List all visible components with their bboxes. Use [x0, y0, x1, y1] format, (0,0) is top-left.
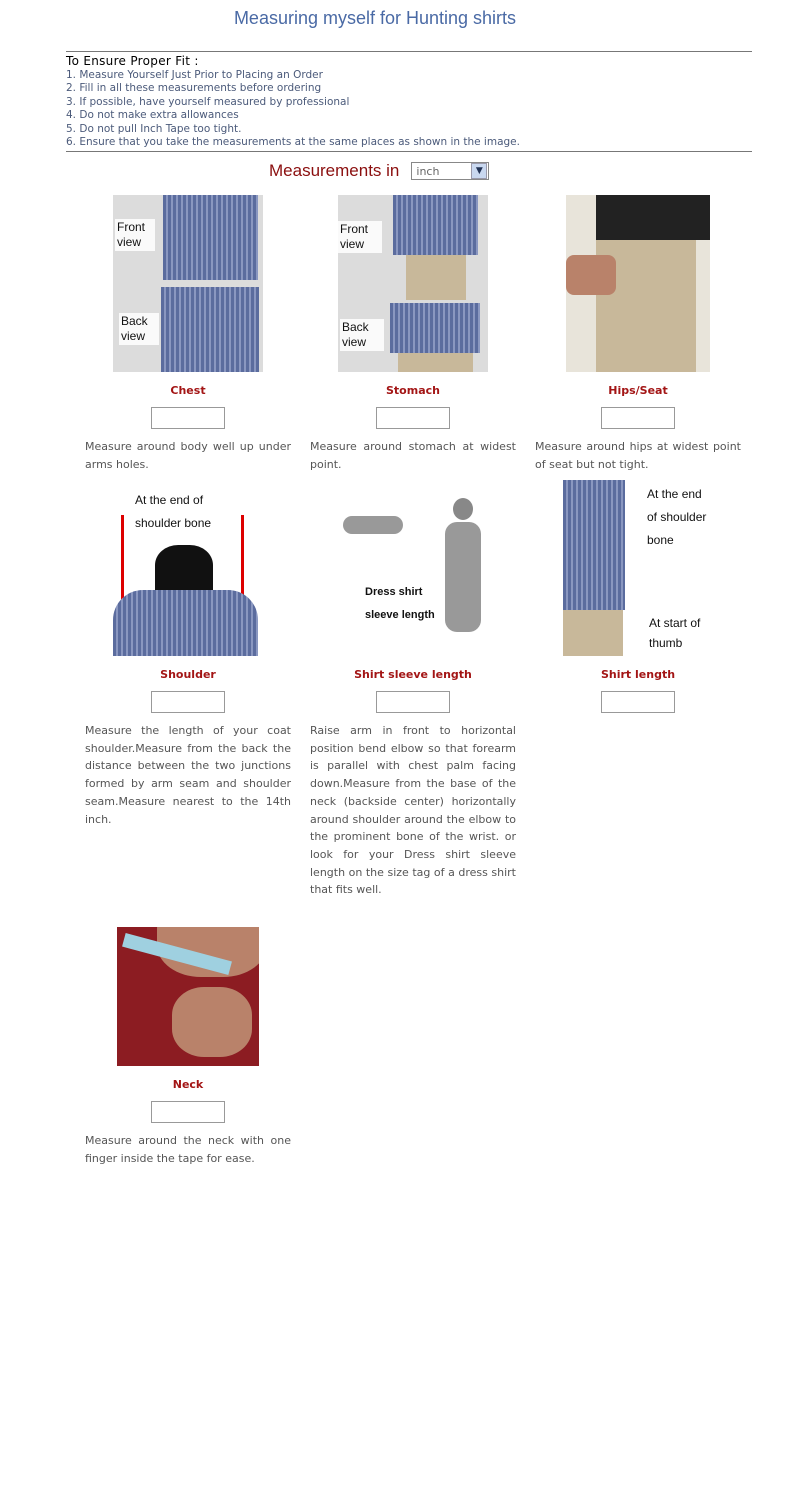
hips-description: Measure around hips at widest point of seat but not tight. [535, 440, 741, 471]
units-select[interactable] [411, 162, 489, 180]
neck-description: Measure around the neck with one finger inside the tape for ease. [85, 1134, 291, 1165]
sleeve-input[interactable] [376, 691, 450, 713]
fit-heading: To Ensure Proper Fit : [66, 54, 199, 68]
chest-description: Measure around body well up under arms holes. [85, 440, 291, 471]
neck-label: Neck [172, 1078, 204, 1091]
stomach-description: Measure around stomach at widest point. [310, 440, 516, 471]
page-title: Measuring myself for Hunting shirts [233, 8, 517, 28]
measurement-shoulder [85, 480, 291, 828]
fit-instructions [66, 54, 756, 149]
fit-item: 4. Do not make extra allowances [66, 109, 239, 122]
hips-label: Hips/Seat [608, 384, 668, 397]
shirt-length-label: Shirt length [600, 668, 676, 681]
chevron-down-icon: ▼ [471, 163, 487, 179]
measurement-shirt-length [535, 480, 741, 713]
neck-input[interactable] [151, 1101, 225, 1123]
stomach-image: Front view Back view [338, 195, 488, 372]
fit-item: 2. Fill in all these measurements before ordering [66, 82, 322, 95]
measurement-chest [85, 195, 291, 473]
units-row [269, 161, 489, 181]
shoulder-image: At the end of shoulder bone [113, 480, 263, 656]
shoulder-label: Shoulder [160, 668, 216, 681]
fit-item: 3. If possible, have yourself measured by professional [66, 95, 350, 108]
stomach-label: Stomach [386, 384, 440, 397]
measurement-shirt-sleeve-length [310, 480, 516, 899]
chest-image: Front view Back view [113, 195, 263, 372]
hips-image [566, 195, 710, 372]
fit-item: 6. Ensure that you take the measurements at the same places as shown in the image. [66, 136, 520, 149]
divider [66, 151, 752, 152]
sleeve-description: Raise arm in front to horizontal position bend elbow so that forearm is parallel with chest palm facing down.Measure from the base of the neck (backside center) horizontally around shoulder around the elbow to the prominent bone of the wrist. or look for your Dress shirt sleeve length on the size tag of a dress shirt that fits well. [310, 724, 516, 897]
shirt-length-input[interactable] [601, 691, 675, 713]
sleeve-image: Dress shirt sleeve length [333, 480, 493, 656]
shoulder-input[interactable] [151, 691, 225, 713]
sleeve-label: Shirt sleeve length [354, 668, 472, 681]
measurement-stomach [310, 195, 516, 473]
units-value: inch [416, 164, 440, 178]
fit-item: 1. Measure Yourself Just Prior to Placing an Order [66, 69, 323, 81]
fit-item: 5. Do not pull Inch Tape too tight. [66, 122, 242, 135]
measurement-neck [85, 927, 291, 1167]
divider [66, 51, 752, 52]
chest-label: Chest [170, 384, 206, 397]
stomach-input[interactable] [376, 407, 450, 429]
shoulder-description: Measure the length of your coat shoulder.Measure from the back the distance between the two junctions formed by arm seam and shoulder seam.Measure nearest to the 14th inch. [85, 724, 291, 826]
units-label: Measurements in [269, 161, 400, 180]
neck-image [117, 927, 259, 1066]
chest-input[interactable] [151, 407, 225, 429]
measurement-hips-seat [535, 195, 741, 473]
hips-input[interactable] [601, 407, 675, 429]
shirt-length-image: At the end of shoulder bone At start of thumb [563, 480, 713, 656]
